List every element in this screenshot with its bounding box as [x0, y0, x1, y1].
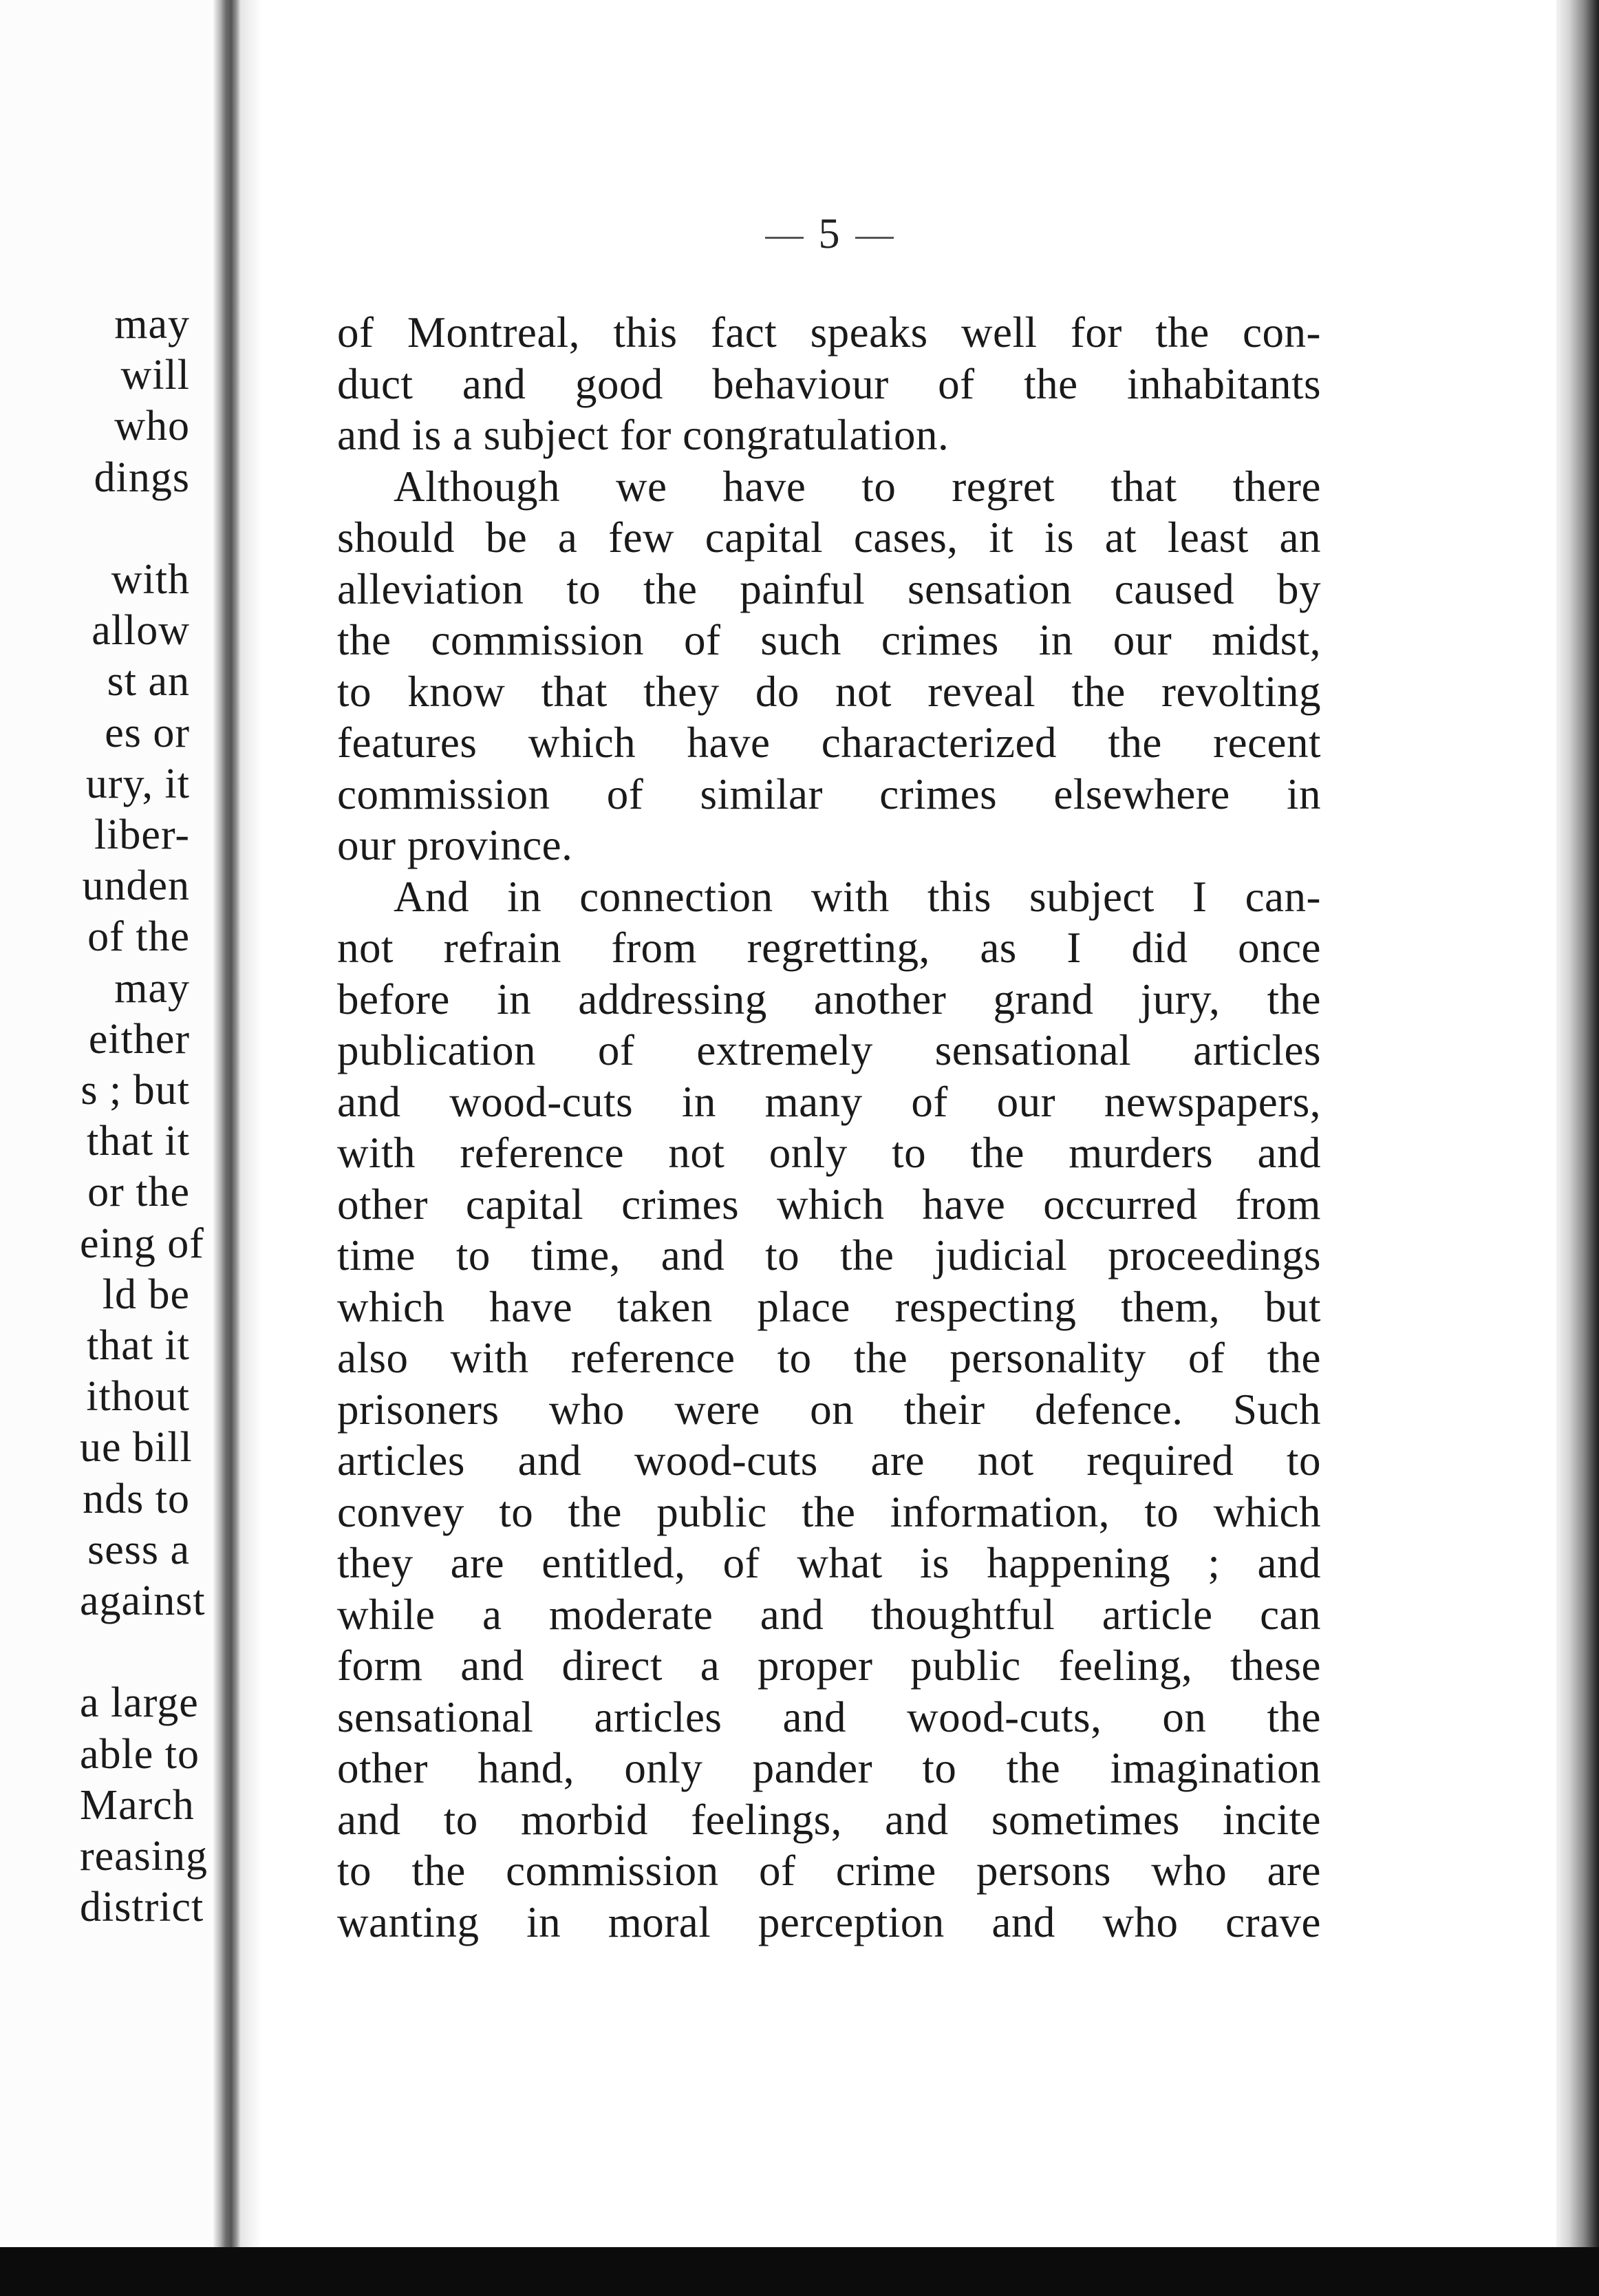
- text-line: commission of similar crimes elsewhere in: [337, 770, 1321, 818]
- page-number-text: 5: [818, 211, 840, 257]
- left-page-line: able to: [80, 1731, 200, 1778]
- text-line: form and direct a proper public feeling, these: [337, 1641, 1321, 1690]
- text-line: our province.: [337, 821, 573, 869]
- text-line: articles and wood-cuts are not required to: [337, 1436, 1321, 1485]
- text-line: alleviation to the painful sensation caused by: [337, 565, 1321, 613]
- left-page-line: who: [114, 403, 190, 449]
- text-line: of Montreal, this fact speaks well for the con-: [337, 308, 1321, 357]
- text-line: and to morbid feelings, and sometimes incite: [337, 1796, 1321, 1844]
- page-number-dash-right: [855, 237, 894, 239]
- left-page-line: district: [80, 1884, 204, 1931]
- left-page-line: ithout: [86, 1373, 190, 1420]
- left-page-line: may: [114, 965, 190, 1012]
- left-page-line: unden: [82, 862, 190, 909]
- left-page-line: reasing: [80, 1833, 208, 1880]
- text-line: not refrain from regretting, as I did once: [337, 924, 1321, 972]
- left-page-line: sess a: [87, 1527, 190, 1573]
- left-page-line: es or: [105, 710, 190, 756]
- gutter-shadow: [241, 0, 261, 2247]
- text-line: should be a few capital cases, it is at least an: [337, 513, 1321, 562]
- scan-edge-right: [1556, 0, 1599, 2296]
- text-line: sensational articles and wood-cuts, on the: [337, 1693, 1321, 1741]
- left-page-line: or the: [87, 1169, 190, 1215]
- previous-page-fragment: [0, 0, 219, 2247]
- left-page-line: ury, it: [85, 761, 190, 807]
- scan-edge-bottom: [0, 2247, 1599, 2296]
- left-page-line: st an: [107, 658, 190, 705]
- left-page-line: with: [111, 556, 190, 603]
- text-line: also with reference to the personality of the: [337, 1334, 1321, 1382]
- left-page-line: that it: [87, 1118, 190, 1165]
- left-page-line: liber-: [94, 811, 190, 858]
- left-page-line: ue bill: [80, 1424, 193, 1471]
- left-page-line: a large: [80, 1679, 199, 1726]
- left-page-line: dings: [94, 454, 190, 501]
- left-page-line: may: [114, 301, 190, 348]
- text-line: and wood-cuts in many of our newspapers,: [337, 1078, 1321, 1126]
- text-line: before in addressing another grand jury, the: [337, 975, 1321, 1023]
- text-line: to the commission of crime persons who are: [337, 1847, 1321, 1895]
- text-line: the commission of such crimes in our midst,: [337, 616, 1321, 664]
- text-line: convey to the public the information, to which: [337, 1488, 1321, 1536]
- left-page-line: nds to: [83, 1476, 190, 1522]
- left-page-line: against: [80, 1577, 206, 1624]
- left-page-line: March: [80, 1782, 195, 1829]
- text-line: and is a subject for congratulation.: [337, 411, 949, 459]
- book-gutter: [213, 0, 241, 2247]
- text-line: to know that they do not reveal the revolting: [337, 668, 1321, 716]
- text-line: prisoners who were on their defence. Such: [337, 1385, 1321, 1434]
- left-page-line: ld be: [102, 1271, 190, 1318]
- text-line: other capital crimes which have occurred from: [337, 1180, 1321, 1229]
- left-page-line: of the: [87, 913, 190, 960]
- left-page-line: either: [88, 1016, 190, 1063]
- text-line: while a moderate and thoughtful article can: [337, 1591, 1321, 1639]
- left-page-line: eing of: [80, 1220, 204, 1267]
- text-line: they are entitled, of what is happening ; and: [337, 1539, 1321, 1587]
- text-line: with reference not only to the murders and: [337, 1129, 1321, 1177]
- left-page-line: will: [120, 352, 190, 398]
- text-line: other hand, only pander to the imagination: [337, 1744, 1321, 1792]
- page-number-dash-left: [765, 237, 804, 239]
- page-number: [743, 206, 915, 262]
- left-page-line: allow: [92, 607, 190, 654]
- text-line: time to time, and to the judicial proceedings: [337, 1231, 1321, 1279]
- text-line: wanting in moral perception and who crave: [337, 1898, 1321, 1946]
- text-line: And in connection with this subject I can-: [394, 873, 1321, 921]
- text-line: Although we have to regret that there: [394, 463, 1321, 511]
- text-line: which have taken place respecting them, but: [337, 1283, 1321, 1331]
- text-line: duct and good behaviour of the inhabitants: [337, 360, 1321, 408]
- left-page-line: s ; but: [81, 1067, 190, 1114]
- text-line: features which have characterized the recent: [337, 719, 1321, 767]
- left-page-line: that it: [87, 1322, 190, 1369]
- text-line: publication of extremely sensational articles: [337, 1026, 1321, 1074]
